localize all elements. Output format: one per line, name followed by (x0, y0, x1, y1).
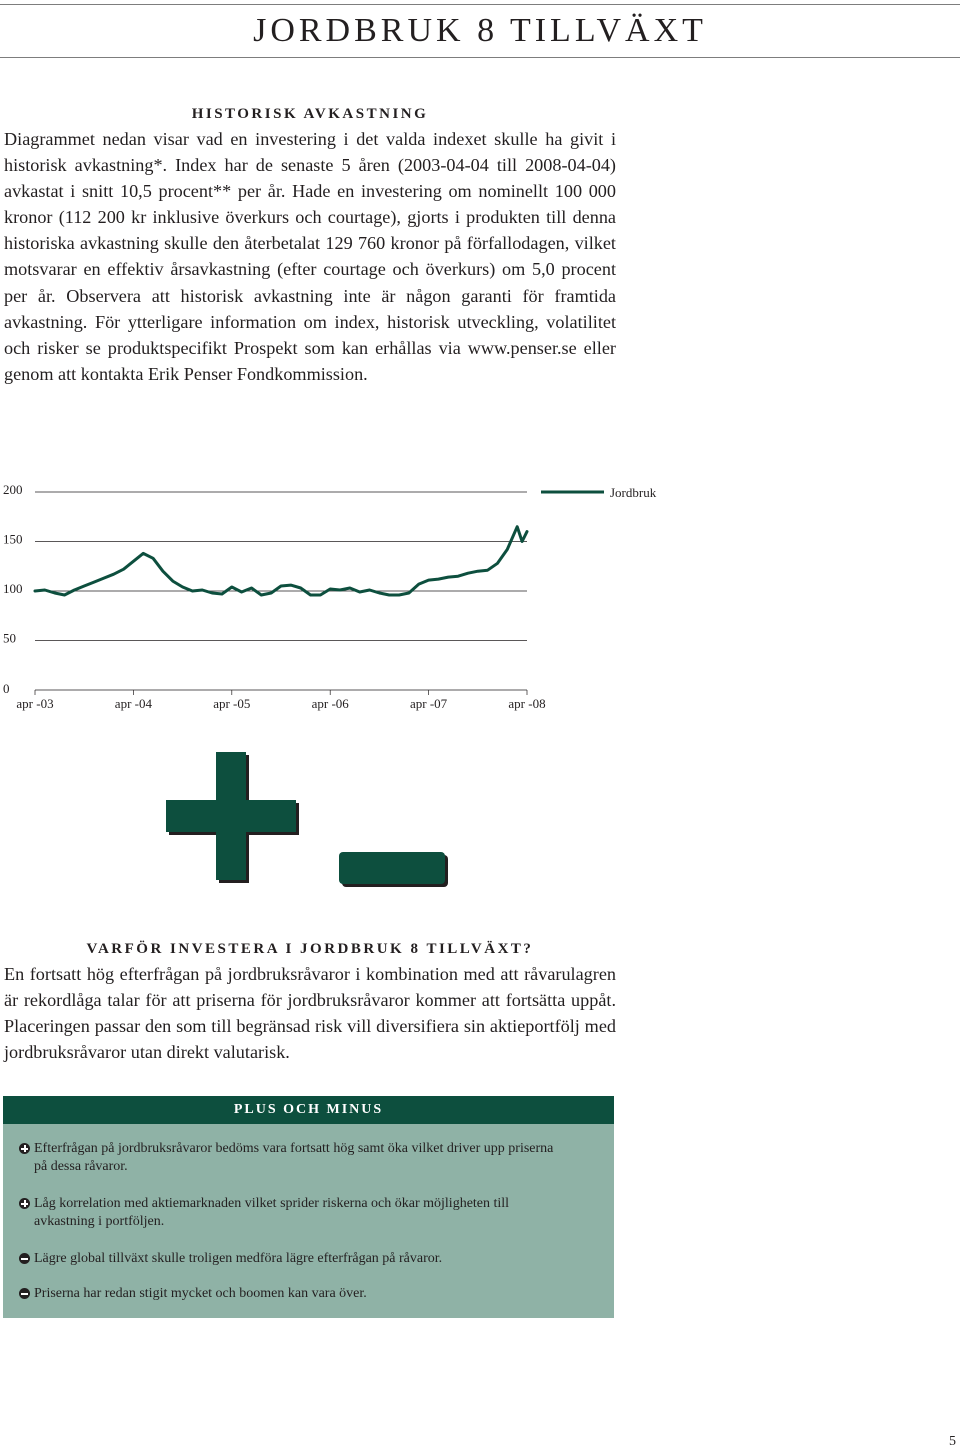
y-axis (3, 482, 23, 696)
minus-item-text: Lägre global tillväxt skulle troligen medföra lägre efterfrågan på råvaror. (34, 1251, 443, 1266)
why-heading: VARFÖR INVESTERA I JORDBRUK 8 TILLVÄXT? (86, 941, 534, 957)
chart-grid (35, 492, 527, 641)
y-tick-label: 0 (3, 681, 10, 696)
minus-item-text: Priserna har redan stigit mycket och boomen kan vara över. (34, 1286, 367, 1301)
legend-label: Jordbruk (610, 485, 657, 500)
historical-heading: HISTORISK AVKASTNING (191, 106, 429, 122)
series-line (35, 527, 527, 595)
x-tick-label: apr -07 (410, 696, 448, 711)
x-tick-label: apr -03 (16, 696, 54, 711)
plus-item-text: Låg korrelation med aktiemarknaden vilket sprider riskerna och ökar möjligheten till avkastning i portföljen. (34, 1196, 510, 1229)
minus-icon (19, 1253, 30, 1264)
y-tick-label: 50 (3, 630, 16, 646)
x-axis (16, 690, 545, 711)
y-tick-label: 100 (3, 581, 23, 596)
minus-icon (19, 1288, 30, 1299)
x-tick-label: apr -08 (508, 696, 546, 711)
plus-icon (19, 1143, 30, 1154)
plus-minus-box (3, 1096, 614, 1318)
plus-item-text: Efterfrågan på jordbruksråvaror bedöms vara fortsatt hög samt öka vilket driver upp priserna på dessa råvaror. (34, 1141, 554, 1174)
y-tick-label: 150 (3, 531, 23, 547)
page-number: 5 (949, 1434, 956, 1449)
plus-minus-graphic (150, 740, 460, 890)
why-text: En fortsatt hög efterfrågan på jordbruksråvaror i kombination med att råvarulagren är rekordlåga talar för att priserna för jordbruksråvaror kommer att fortsätta uppåt. Placeringen passar den som till begränsad risk vill diversifiera sin aktieportfölj med jordbruksråvaror utan direkt valutarisk. (4, 964, 616, 1063)
plus-item (19, 1195, 559, 1231)
x-tick-label: apr -06 (311, 696, 349, 711)
historical-text: Diagrammet nedan visar vad en investering i det valda indexet skulle ha givit i historisk avkastning*. Index har de senaste 5 åren (2003-04-04 till 2008-04-04) avkastat i snitt 10,5 procent** per år. Hade en investering om nominellt 100 000 kronor (112 200 kr inklusive överkurs och courtage), gjorts i produkten till denna historiska avkastning skulle den återbetalat 129 760 kronor på förfallodagen, vilket motsvarar en effektiv årsavkastning (efter courtage och överkurs) om 5,0 procent per år. Observera att historisk avkastning inte är någon garanti för framtida avkastning. För ytterligare information om index, historisk utveckling, volatilitet och risker se produktspecifikt Prospekt som kan erhållas via www.penser.se eller genom att kontakta Erik Penser Fondkommission. (4, 129, 616, 384)
chart-legend (541, 485, 657, 500)
line-chart (0, 470, 700, 720)
plus-minus-heading: PLUS OCH MINUS (3, 1096, 614, 1124)
title-rule (0, 57, 960, 58)
x-tick-label: apr -04 (114, 696, 152, 711)
chart-series (35, 527, 527, 595)
y-tick-label: 200 (3, 482, 23, 497)
plus-icon (19, 1198, 30, 1209)
minus-item (19, 1250, 559, 1268)
minus-item (19, 1285, 559, 1303)
plus-item (19, 1140, 559, 1176)
minus-icon (339, 852, 448, 887)
page-title: JORDBRUK 8 TILLVÄXT (253, 12, 707, 49)
x-tick-label: apr -05 (213, 696, 251, 711)
top-rule (0, 4, 960, 5)
plus-icon (166, 752, 299, 883)
